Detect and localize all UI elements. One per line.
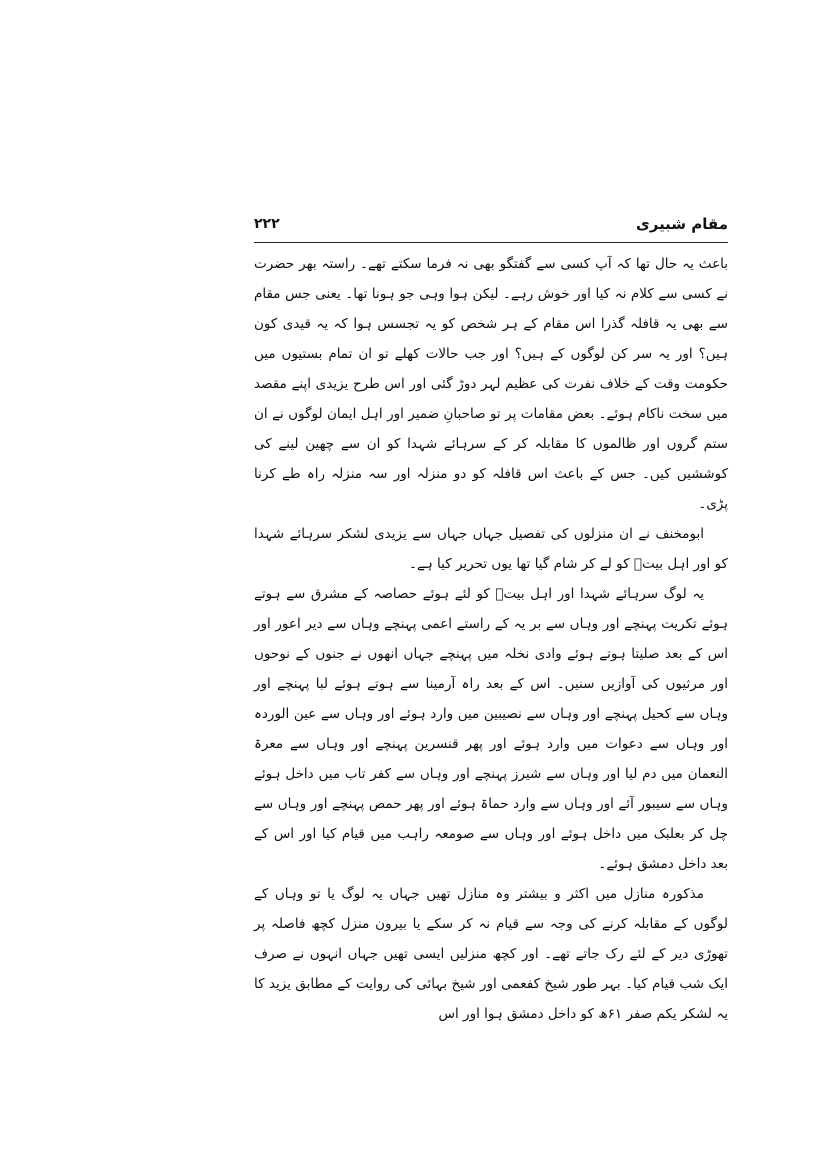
body-text xyxy=(254,249,728,1029)
paragraph: باعث یہ حال تھا کہ آپ کسی سے گفتگو بھی نہ فرما سکتے تھے۔ راستہ بھر حضرت نے کسی سے کلام نہ کیا اور خوش رہے۔ لیکن ہوا وہی جو ہونا تھا۔ یعنی جس مقام سے بھی یہ قافلہ گذرا اس مقام کے ہر شخص کو یہ تجسس ہوا کہ یہ قیدی کون ہیں؟ اور یہ سر کن لوگوں کے ہیں؟ اور جب حالات کھلے تو ان تمام بستیوں میں حکومت وقت کے خلاف نفرت کی عظیم لہر دوڑ گئی اور اس طرح یزیدی اپنے مقصد میں سخت ناکام ہوئے۔ بعض مقامات پر تو صاحبانِ ضمیر اور اہل ایمان لوگوں نے ان ستم گروں اور ظالموں کا مقابلہ کر کے سرہائے شہدا کو ان سے چھین لینے کی کوششیں کیں۔ جس کے باعث اس قافلہ کو دو منزلہ اور سہ منزلہ راہ طے کرنا پڑی۔ xyxy=(254,256,728,512)
paragraph: یہ لوگ سرہائے شہدا اور اہل بیتؑ کو لئے ہوئے حصاصہ کے مشرق سے ہوتے ہوئے تکریت پہنچے اور وہاں سے بر یہ کے راستے اعمی پہنچے وہاں سے دیر اعور اور اس کے بعد صلیتا ہوتے ہوئے وادی نخلہ میں پہنچے جہاں انھوں نے جنوں کے نوحوں اور مرثیوں کی آوازیں سنیں۔ اس کے بعد راہ آرمینا سے ہوتے ہوئے لبا پہنچے اور وہاں سے کحیل پہنچے اور وہاں سے نصیبین میں وارد ہوئے اور وہاں سے عین الوردہ اور وہاں سے دعوات میں وارد ہوئے اور پھر قنسرین پہنچے اور وہاں سے معرۃ النعمان میں دم لیا اور وہاں سے شیرز پہنچے اور وہاں سے کفر تاب میں داخل ہوئے وہاں سے سیبور آئے اور وہاں سے وارد حماۃ ہوئے اور پھر حمص پہنچے اور وہاں سے چل کر بعلبک میں داخل ہوئے اور وہاں سے صومعہ راہب میں قیام کیا اور اس کے بعد داخل دمشق ہوئے۔ xyxy=(254,586,728,872)
paragraph: مذکورہ منازل میں اکثر و بیشتر وہ منازل تھیں جہاں یہ لوگ یا تو وہاں کے لوگوں کے مقابلہ کرنے کی وجہ سے قیام نہ کر سکے یا بیرون منزل کچھ فاصلہ پر تھوڑی دیر کے لئے رک جاتے تھے۔ اور کچھ منزلیں ایسی تھیں جہاں انہوں نے صرف ایک شب قیام کیا۔ بہر طور شیخ کفعمی اور شیخ بہائی کی روایت کے مطابق یزید کا یہ لشکر یکم صفر ۶۱ھ کو داخل دمشق ہوا اور اس xyxy=(254,886,728,1022)
paragraph: ابومخنف نے ان منزلوں کی تفصیل جہاں جہاں سے یزیدی لشکر سرہائے شہدا کو اور اہل بیتؑ کو لے کر شام گیا تھا یوں تحریر کیا ہے۔ xyxy=(254,526,728,572)
page-number: ۲۲۲ xyxy=(254,216,280,232)
book-page xyxy=(254,212,728,1029)
book-title: مقام شبیری xyxy=(635,215,728,233)
page-header xyxy=(254,212,728,242)
header-rule xyxy=(254,242,728,243)
